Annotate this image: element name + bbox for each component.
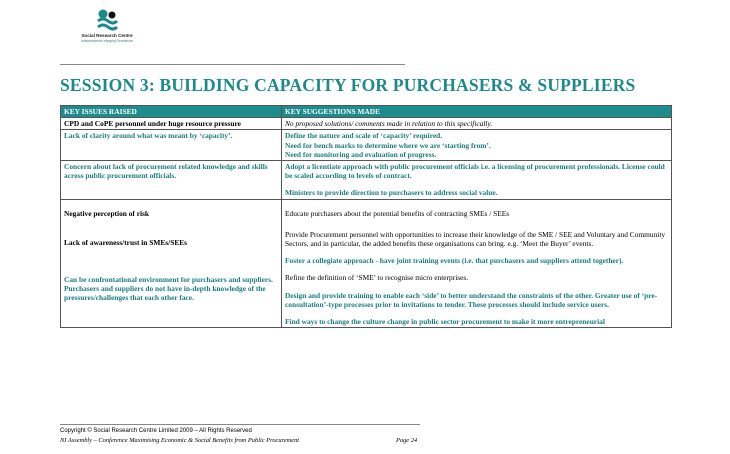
column-header-suggestions: KEY SUGGESTIONS MADE (282, 106, 672, 118)
issue-cell: Concern about lack of procurement related knowledge and skills across public procurement officials. (61, 161, 282, 200)
suggestion-text: Foster a collegiate approach - have joint training events (i.e. that purchasers and suppliers attend together). (285, 256, 624, 266)
suggestion-cell: No proposed solutions/ comments made in relation to this specifically. (282, 118, 672, 130)
page-number: Page 24 (396, 437, 418, 444)
logo (72, 8, 142, 43)
table-header-row (61, 106, 672, 118)
table-row (61, 118, 672, 130)
suggestion-cell (282, 199, 672, 328)
logo-icon (94, 8, 120, 32)
issue-cell: Lack of clarity around what was meant by ‘capacity’. (61, 130, 282, 161)
suggestion-text: Ministers to provide direction to purchasers to address social value. (285, 188, 498, 198)
logo-tagline: Independence Integrity Excellence (81, 39, 133, 43)
issues-table (60, 105, 672, 328)
logo-name: Social Research Centre (81, 33, 133, 38)
suggestion-text: Educate purchasers about the potential benefits of contracting SMEs / SEEs (285, 208, 510, 218)
issue-text: Can be confrontational environment for purchasers and suppliers. Purchasers and suppliers do not have in-depth knowledge of the pressures/challenges that each other face. (64, 275, 273, 303)
copyright-notice: Copyright © Social Research Centre Limited 2009 – All Rights Reserved (60, 428, 252, 434)
page-title: SESSION 3: BUILDING CAPACITY FOR PURCHASERS & SUPPLIERS (60, 75, 636, 95)
header-divider (60, 64, 405, 65)
suggestion-text: Provide Procurement personnel with opportunities to increase their knowledge of the SME / SEE and Voluntary and Community Sectors, and in particular, the added benefits these organisations can bring. e.g. ‘Meet the Buyer’ events. (285, 229, 666, 249)
table-row (61, 199, 672, 328)
suggestion-text: Define the nature and scale of ‘capacity’ required. (285, 131, 443, 141)
table-row (61, 130, 672, 161)
issue-text: Negative perception of risk (64, 208, 150, 218)
suggestion-text: Need for bench marks to determine where we are ‘starting from’. (285, 140, 491, 150)
issue-cell: CPD and CoPE personnel under huge resource pressure (61, 118, 282, 130)
suggestion-text: Design and provide training to enable each ‘side’ to better understand the constraints of the other. Greater use of ‘pre-consultation’-type processes prior to invitations to tender. These processes should include service users. (285, 290, 658, 309)
footer-divider (60, 424, 420, 425)
issue-text: Lack of awareness/trust in SMEs/SEEs (64, 237, 188, 247)
suggestion-cell (282, 161, 672, 200)
footer-event-title: NI Assembly – Conference Maximising Economic & Social Benefits from Public Procurement (60, 437, 300, 444)
column-header-issues: KEY ISSUES RAISED (61, 106, 282, 118)
suggestion-text: Find ways to change the culture change in public sector procurement to make it more entrepreneurial (285, 317, 605, 327)
suggestion-text: Refine the definition of ‘SME’ to recognise micro enterprises. (285, 273, 469, 283)
table-row (61, 161, 672, 200)
suggestion-text: Adopt a licentiate approach with public procurement officials i.e. a licensing of procurement professionals. License could be scaled according to levels of contract. (285, 162, 665, 181)
issue-cell (61, 199, 282, 328)
suggestion-cell (282, 130, 672, 161)
suggestion-text: Need for monitoring and evaluation of progress. (285, 149, 437, 159)
